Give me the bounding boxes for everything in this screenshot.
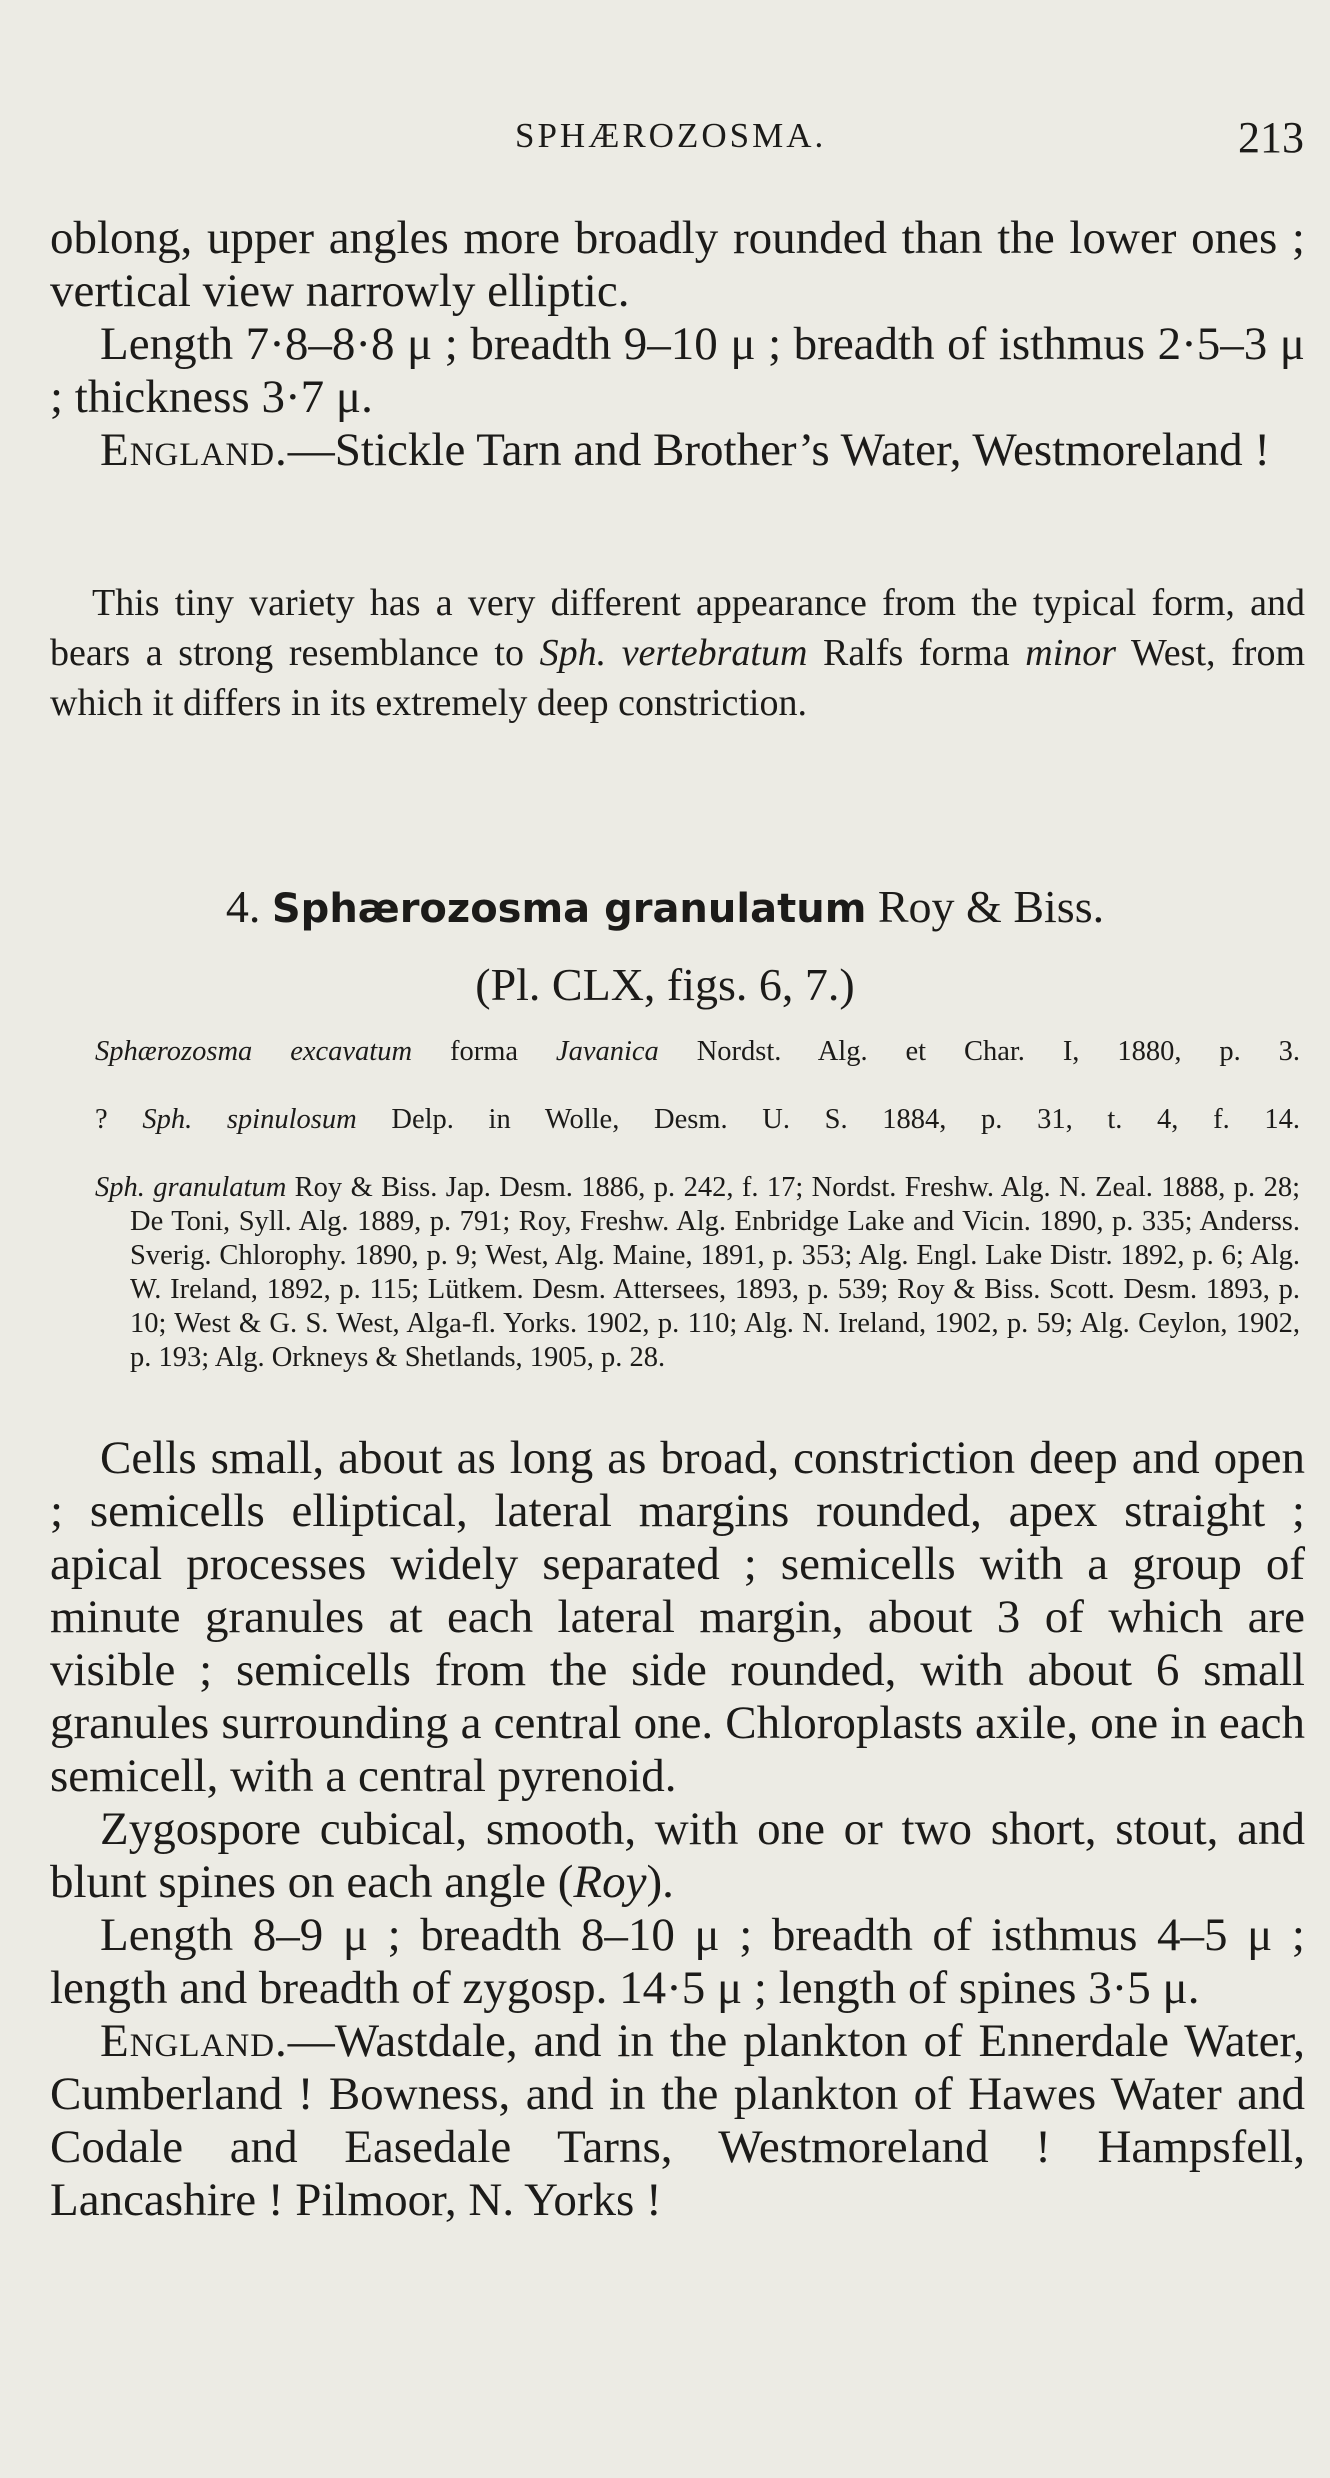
note-text: This tiny variety has a very different appearance from the typical form, and bears a strong resemblance to (50, 582, 1305, 674)
region-label: England. (100, 424, 288, 476)
synonym-citation: Nordst. Alg. et Char. I, 1880, p. 3. (658, 1036, 1300, 1067)
running-title: SPHÆROZOSMA. (515, 116, 827, 155)
taxon-name: minor (1025, 632, 1117, 674)
zygospore-text-end: ). (646, 1856, 674, 1908)
zygospore-text: Zygospore cubical, smooth, with one or two short, stout, and blunt spines on each angle ( (50, 1803, 1305, 1908)
synonym-taxon: Sphærozosma excavatum (95, 1036, 413, 1067)
cell-description: Cells small, about as long as broad, constriction deep and open ; semicells elliptical, lateral margins rounded, apex straight ; apical processes widely separated ; semicells with a group of minute granules at each lateral margin, about 3 of which are visible ; semicells from the side rounded, with about 6 small granules surrounding a central one. Chloroplasts axile, one in each semicell, with a central pyrenoid. (50, 1432, 1305, 1802)
zygospore-description (50, 1803, 1305, 1909)
locality-text: —Wastdale, and in the plankton of Ennerdale Water, Cumberland ! Bowness, and in the plankton of Hawes Water and Codale and Easedale Tarns, Westmoreland ! Hampsfell, Lancashire ! Pilmoor, N. Yorks ! (50, 2015, 1305, 2226)
synonym-doubt-mark: ? (95, 1104, 143, 1135)
variety-note (50, 578, 1305, 728)
synonym-forma: Javanica (555, 1036, 659, 1067)
variety-measurements: Length 7·8–8·8 μ ; breadth 9–10 μ ; breadth of isthmus 2·5–3 μ ; thickness 3·7 μ. (50, 318, 1305, 423)
species-description (50, 1432, 1305, 2227)
synonym-citation: Delp. in Wolle, Desm. U. S. 1884, p. 31, t. 4, f. 14. (356, 1104, 1300, 1135)
synonymy-list (95, 1035, 1300, 1375)
note-text: Ralfs forma (807, 632, 1026, 674)
page-header (0, 112, 1330, 172)
synonym-entry (95, 1035, 1300, 1103)
species-measurements: Length 8–9 μ ; breadth 8–10 μ ; breadth of isthmus 4–5 μ ; length and breadth of zygosp. 14·5 μ ; length of spines 3·5 μ. (50, 1909, 1305, 2014)
page-number: 213 (1238, 113, 1304, 162)
locality-text: —Stickle Tarn and Brother’s Water, Westmoreland ! (287, 424, 1271, 476)
variety-shape-paragraph: oblong, upper angles more broadly rounded than the lower ones ; vertical view narrowly elliptic. (50, 212, 1305, 317)
author-name: Roy (573, 1856, 647, 1908)
synonym-entry (95, 1103, 1300, 1171)
synonym-citation: Roy & Biss. Jap. Desm. 1886, p. 242, f. 17; Nordst. Freshw. Alg. N. Zeal. 1888, p. 28; De Toni, Syll. Alg. 1889, p. 791; Roy, Freshw. Alg. Enbridge Lake and Vicin. 1890, p. 335; Anderss. Sverig. Chlorophy. 1890, p. 9; West, Alg. Maine, 1891, p. 353; Alg. Engl. Lake Distr. 1892, p. 6; Alg. W. Ireland, 1892, p. 115; Lütkem. Desm. Attersees, 1893, p. 539; Roy & Biss. Scott. Desm. 1893, p. 10; West & G. S. West, Alga-fl. Yorks. 1902, p. 110; Alg. N. Ireland, 1902, p. 59; Alg. Ceylon, 1902, p. 193; Alg. Orkneys & Shetlands, 1905, p. 28. (130, 1172, 1300, 1373)
species-number: 4. (225, 881, 261, 932)
species-heading (0, 880, 1330, 933)
species-name: Sphærozosma granulatum (271, 886, 867, 932)
plate-reference: (Pl. CLX, figs. 6, 7.) (475, 959, 855, 1010)
variety-description (50, 212, 1305, 477)
synonym-taxon: Sph. granulatum (95, 1172, 287, 1203)
synonym-text: forma (412, 1036, 556, 1067)
taxon-name: Sph. vertebratum (539, 632, 808, 674)
variety-distribution (50, 424, 1305, 477)
region-label: England. (100, 2015, 288, 2067)
synonym-taxon: Sph. spinulosum (142, 1104, 357, 1135)
synonym-entry (95, 1171, 1300, 1375)
note-text: West, from which it differs in its extremely deep constriction. (50, 632, 1305, 724)
species-authority: Roy & Biss. (877, 881, 1105, 932)
species-distribution (50, 2015, 1305, 2227)
